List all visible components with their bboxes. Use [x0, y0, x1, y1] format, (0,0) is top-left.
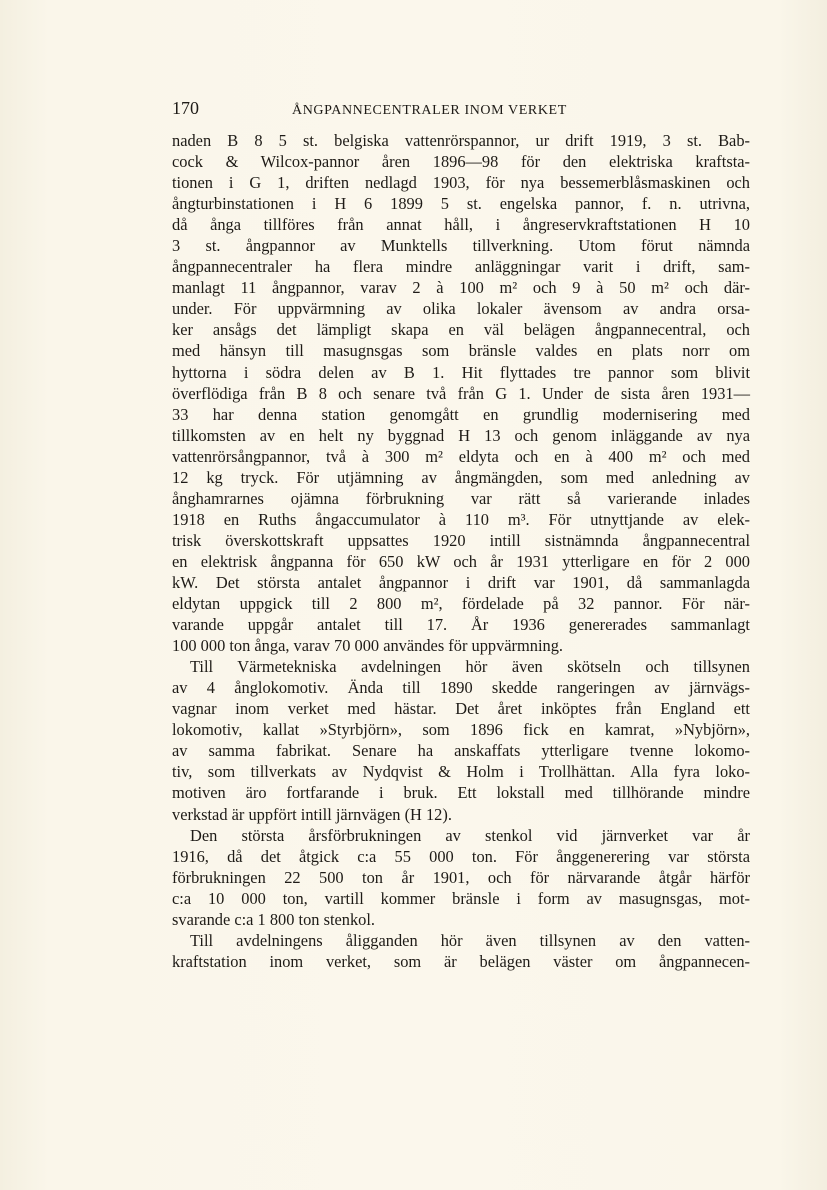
- text-line: 33 har denna station genomgått en grundlig modernisering med: [172, 404, 750, 424]
- text-line: trisk överskottskraft uppsattes 1920 intill sistnämnda ångpannecentral: [172, 530, 750, 550]
- text-line: lokomotiv, kallat »Styrbjörn», som 1896 fick en kamrat, »Nybjörn»,: [172, 720, 750, 740]
- running-head: [172, 98, 660, 122]
- text-line: 100 000 ton ånga, varav 70 000 användes för uppvärmning.: [172, 636, 564, 656]
- text-line: kW. Det största antalet ångpannor i drift var 1901, då sammanlagda: [172, 572, 750, 592]
- running-head-title: ÅNGPANNECENTRALER INOM VERKET: [292, 103, 567, 118]
- text-line: hyttorna i södra delen av B 1. Hit flyttades tre pannor som blivit: [172, 362, 750, 382]
- text-line: då ånga tillföres från annat håll, i ångreservkraftstationen H 10: [172, 215, 750, 235]
- text-line: Till Värmetekniska avdelningen hör även skötseln och tillsynen: [190, 657, 750, 677]
- text-line: överflödiga från B 8 och senare två från G 1. Under de sista åren 1931—: [172, 383, 750, 403]
- text-line: c:a 10 000 ton, vartill kommer bränsle i form av masugnsgas, mot-: [172, 888, 750, 908]
- text-line: Till avdelningens åligganden hör även tillsynen av den vatten-: [190, 930, 750, 950]
- text-line: 3 st. ångpannor av Munktells tillverkning. Utom förut nämnda: [172, 236, 750, 256]
- text-line: med hänsyn till masugnsgas som bränsle valdes en plats norr om: [172, 341, 750, 361]
- text-line: manlagt 11 ångpannor, varav 2 à 100 m² och 9 à 50 m² och där-: [172, 278, 750, 298]
- text-line: verkstad är uppfört intill järnvägen (H 12).: [172, 804, 452, 824]
- body-text: [172, 130, 750, 972]
- text-line: 1918 en Ruths ångaccumulator à 110 m³. För utnyttjande av elek-: [172, 509, 750, 529]
- text-line: 12 kg tryck. För utjämning av ångmängden, som med anledning av: [172, 467, 750, 487]
- text-line: ker ansågs det lämpligt skapa en väl belägen ångpannecentral, och: [172, 320, 750, 340]
- text-line: cock & Wilcox-pannor åren 1896—98 för den elektriska kraftsta-: [172, 152, 750, 172]
- text-line: ångturbinstationen i H 6 1899 5 st. engelska pannor, f. n. utrivna,: [172, 194, 750, 214]
- text-line: tionen i G 1, driften nedlagd 1903, för nya bessemerblåsmaskinen och: [172, 173, 750, 193]
- text-line: vagnar inom verket med hästar. Det året inköptes från England ett: [172, 699, 750, 719]
- text-line: en elektrisk ångpanna för 650 kW och år 1931 ytterligare en för 2 000: [172, 551, 750, 571]
- text-line: ångpannecentraler ha flera mindre anläggningar varit i drift, sam-: [172, 257, 750, 277]
- text-line: av 4 ånglokomotiv. Ända till 1890 skedde rangeringen av järnvägs-: [172, 678, 750, 698]
- text-line: eldytan uppgick till 2 800 m², fördelade på 32 pannor. För när-: [172, 594, 750, 614]
- text-line: vattenrörsångpannor, två à 300 m² eldyta och en à 400 m² och med: [172, 446, 750, 466]
- text-line: varande uppgår antalet till 17. År 1936 genererades sammanlagt: [172, 615, 750, 635]
- text-line: svarande c:a 1 800 ton stenkol.: [172, 909, 376, 929]
- text-line: 1916, då det åtgick c:a 55 000 ton. För ånggenerering var största: [172, 846, 750, 866]
- text-line: tiv, som tillverkats av Nydqvist & Holm i Trollhättan. Alla fyra loko-: [172, 762, 750, 782]
- text-line: naden B 8 5 st. belgiska vattenrörspannor, ur drift 1919, 3 st. Bab-: [172, 131, 750, 150]
- text-line: av samma fabrikat. Senare ha anskaffats ytterligare tvenne lokomo-: [172, 741, 750, 761]
- text-line: ånghamrarnes ojämna förbrukning var rätt så varierande inlades: [172, 488, 750, 508]
- text-line: kraftstation inom verket, som är belägen väster om ångpannecen-: [172, 951, 750, 971]
- text-line: under. För uppvärmning av olika lokaler ävensom av andra orsa-: [172, 299, 750, 319]
- page-number: 170: [172, 98, 199, 118]
- text-line: motiven äro fortfarande i bruk. Ett lokstall med tillhörande mindre: [172, 783, 750, 803]
- text-line: förbrukningen 22 500 ton år 1901, och för närvarande åtgår härför: [172, 867, 750, 887]
- text-line: Den största årsförbrukningen av stenkol vid järnverket var år: [190, 825, 750, 845]
- text-line: tillkomsten av en helt ny byggnad H 13 och genom inläggande av nya: [172, 425, 750, 445]
